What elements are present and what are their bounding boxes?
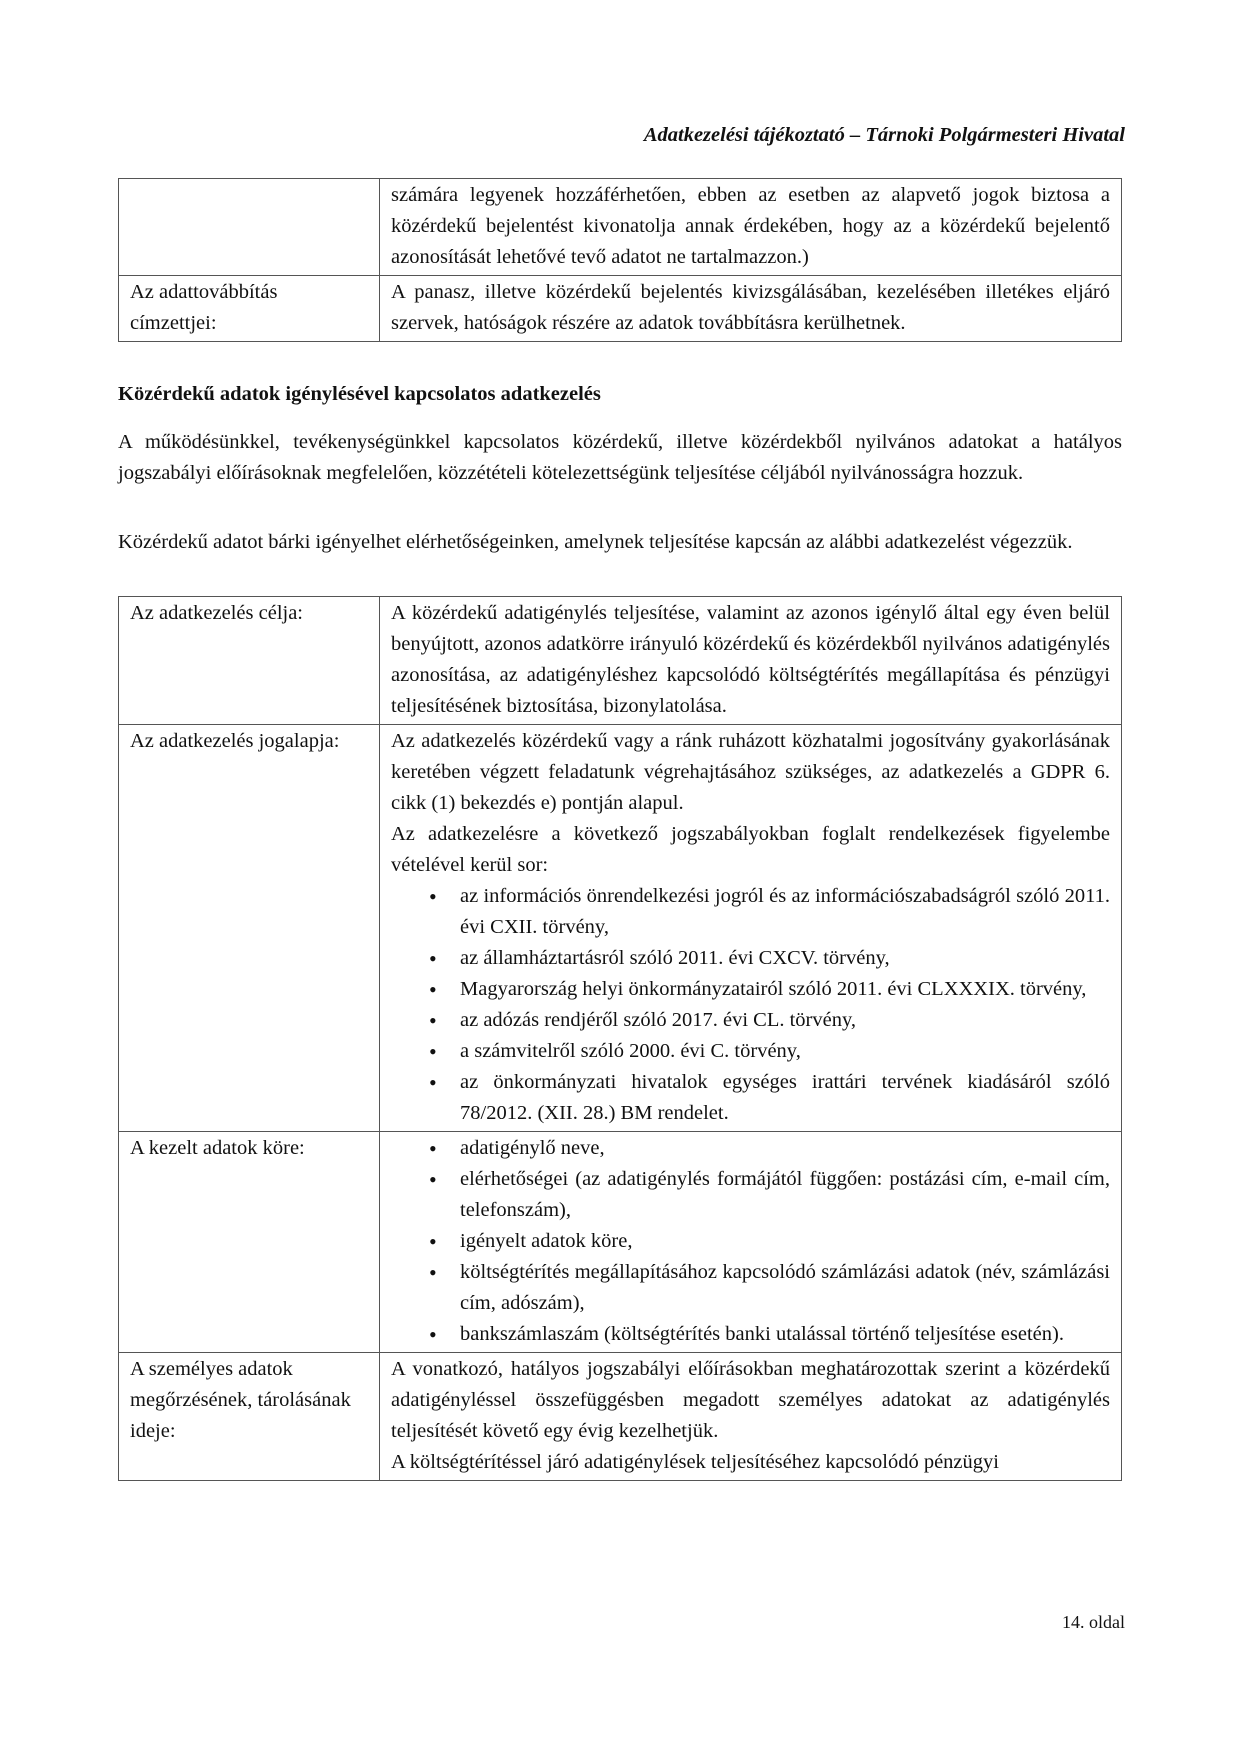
row-label: A személyes adatok megőrzésének, tárolásának ideje:	[119, 1353, 380, 1481]
row-value: A panasz, illetve közérdekű bejelentés kivizsgálásában, kezelésében illetékes eljáró szervek, hatóságok részére az adatok továbbításra kerülhetnek.	[380, 276, 1122, 342]
row-label: Az adattovábbítás címzettjei:	[119, 276, 380, 342]
row-label: A kezelt adatok köre:	[119, 1132, 380, 1353]
intro-paragraph: Közérdekű adatot bárki igényelhet elérhetőségeinken, amelynek teljesítése kapcsán az alábbi adatkezelést végezzük.	[118, 531, 1073, 553]
laws-list	[391, 881, 1110, 1129]
row-value	[380, 1132, 1122, 1353]
row-label: Az adatkezelés célja:	[119, 597, 380, 725]
page-header-title: Adatkezelési tájékoztató – Tárnoki Polgármesteri Hivatal	[643, 124, 1125, 146]
table-row-purpose	[119, 597, 1122, 725]
row-value: számára legyenek hozzáférhetően, ebben az esetben az alapvető jogok biztosa a közérdekű bejelentést kivonatolja annak érdekében, hogy az a közérdekű bejelentő azonosítását lehetővé tevő adatot ne tartalmazzon.)	[380, 179, 1122, 276]
list-item: • az információs önrendelkezési jogról és az információszabadságról szóló 2011. évi CXII. törvény,	[429, 881, 1110, 943]
public-data-request-table	[118, 596, 1122, 1481]
table-row	[119, 276, 1122, 342]
row-label: Az adatkezelés jogalapja:	[119, 725, 380, 1132]
list-item: • az adózás rendjéről szóló 2017. évi CL. törvény,	[429, 1005, 1110, 1036]
list-item: • költségtérítés megállapításához kapcsolódó számlázási adatok (név, számlázási cím, adószám),	[429, 1257, 1110, 1319]
section-heading: Közérdekű adatok igénylésével kapcsolatos adatkezelés	[118, 383, 601, 405]
row-value: A közérdekű adatigénylés teljesítése, valamint az azonos igénylő által egy éven belül benyújtott, azonos adatkörre irányuló közérdekű és közérdekből nyilvános adatigénylés azonosítása, az adatigényléshez kapcsolódó költségtérítés megállapítása és pénzügyi teljesítésének biztosítása, bizonylatolása.	[380, 597, 1122, 725]
table-row-retention	[119, 1353, 1122, 1481]
legal-basis-laws-intro: Az adatkezelésre a következő jogszabályokban foglalt rendelkezések figyelembe vételével kerül sor:	[391, 823, 1110, 876]
retention-text: A vonatkozó, hatályos jogszabályi előírásokban meghatározottak szerint a közérdekű adatigényléssel összefüggésben megadott személyes adatokat az adatigénylés teljesítését követő egy évig kezelhetjük.	[391, 1358, 1110, 1442]
row-label	[119, 179, 380, 276]
table-row	[119, 179, 1122, 276]
row-value	[380, 725, 1122, 1132]
continued-data-table	[118, 178, 1122, 342]
list-item: • elérhetőségei (az adatigénylés formájától függően: postázási cím, e-mail cím, telefonszám),	[429, 1164, 1110, 1226]
list-item: • Magyarország helyi önkormányzatairól szóló 2011. évi CLXXXIX. törvény,	[429, 974, 1110, 1005]
list-item: • adatigénylő neve,	[429, 1133, 1110, 1164]
row-value	[380, 1353, 1122, 1481]
table-row-legal-basis	[119, 725, 1122, 1132]
table-row-data-scope	[119, 1132, 1122, 1353]
list-item: • bankszámlaszám (költségtérítés banki utalással történő teljesítése esetén).	[429, 1319, 1110, 1350]
legal-basis-text: Az adatkezelés közérdekű vagy a ránk ruházott közhatalmi jogosítvány gyakorlásának keretében végzett feladatunk végrehajtásához szükséges, az adatkezelés a GDPR 6. cikk (1) bekezdés e) pontján alapul.	[391, 730, 1110, 814]
list-item: • az önkormányzati hivatalok egységes irattári tervének kiadásáról szóló 78/2012. (XII. 28.) BM rendelet.	[429, 1067, 1110, 1129]
intro-paragraph: A működésünkkel, tevékenységünkkel kapcsolatos közérdekű, illetve közérdekből nyilvános adatokat a hatályos jogszabályi előírásoknak megfelelően, közzétételi kötelezettségünk teljesítése céljából nyilvánosságra hozzuk.	[118, 431, 1122, 484]
data-scope-list	[391, 1133, 1110, 1350]
list-item: • az államháztartásról szóló 2011. évi CXCV. törvény,	[429, 943, 1110, 974]
retention-text-continued: A költségtérítéssel járó adatigénylések teljesítéséhez kapcsolódó pénzügyi	[391, 1451, 999, 1473]
list-item: • igényelt adatok köre,	[429, 1226, 1110, 1257]
list-item: • a számvitelről szóló 2000. évi C. törvény,	[429, 1036, 1110, 1067]
page-number: 14. oldal	[1062, 1612, 1125, 1632]
